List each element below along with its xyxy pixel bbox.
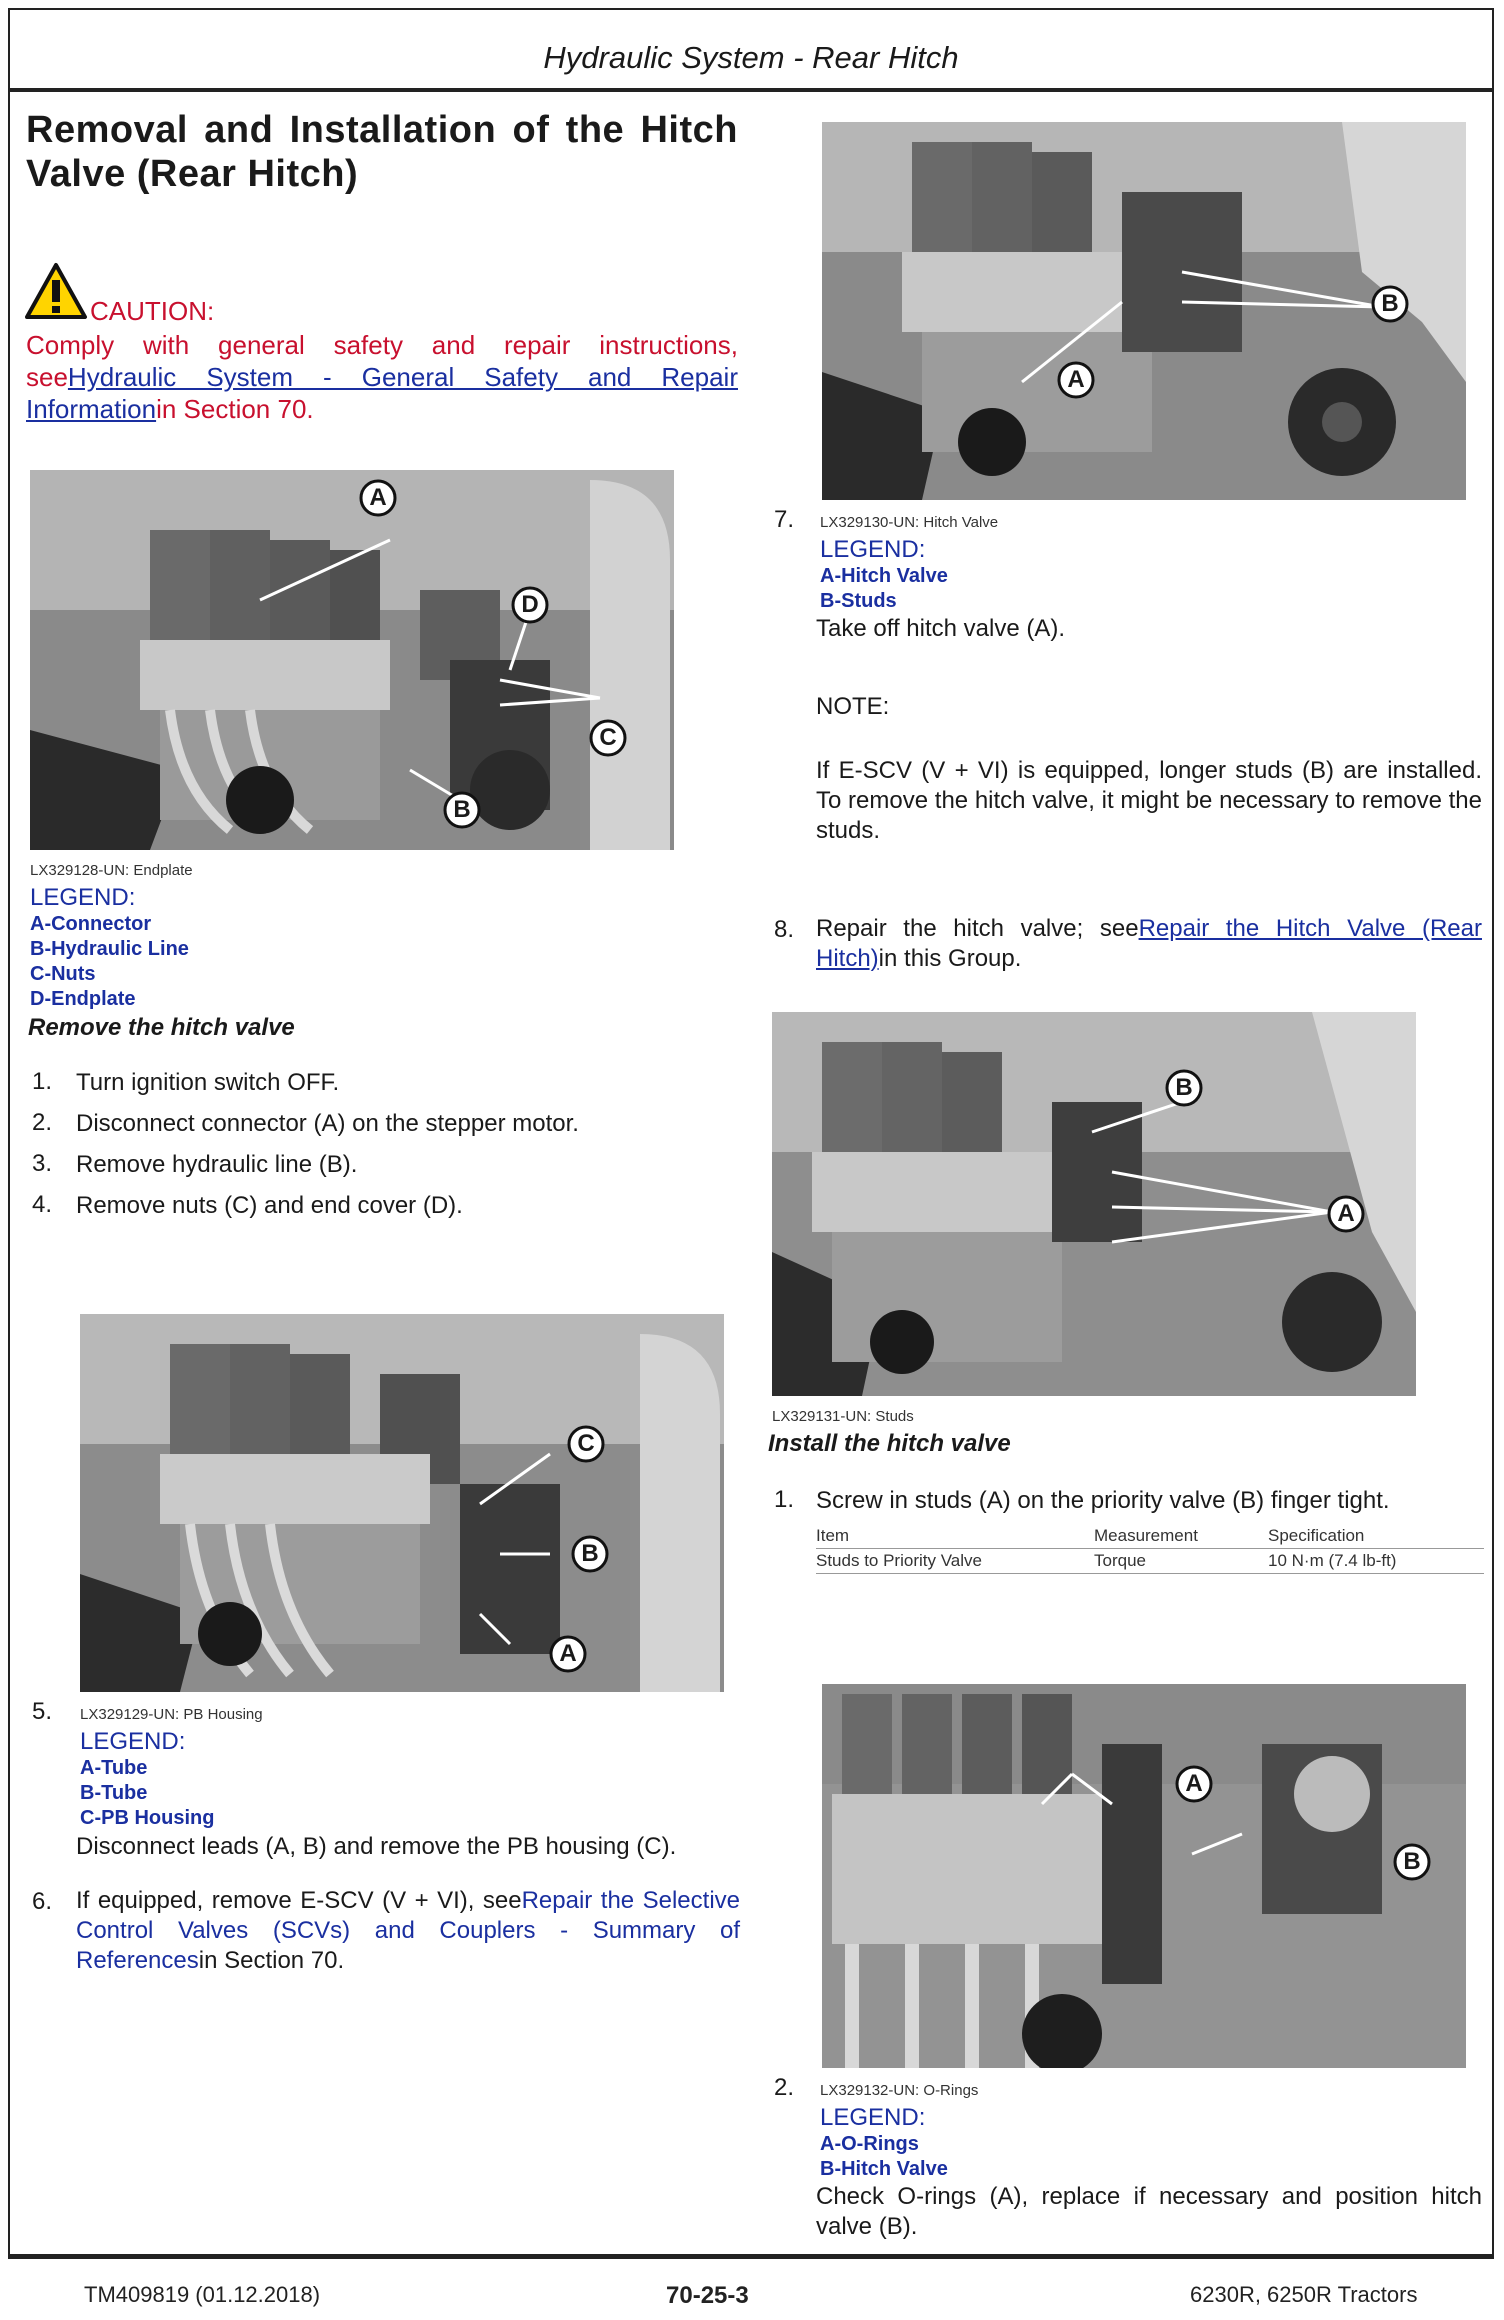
legend-item: B-Hydraulic Line: [30, 938, 189, 960]
caution-text-a: Comply with general safety and repair instructions, see: [26, 330, 738, 392]
warning-triangle-icon: [24, 262, 88, 320]
spec-table: [816, 1524, 1484, 1574]
legend-item: B-Hitch Valve: [820, 2158, 948, 2180]
footer-rule: [8, 2256, 1494, 2259]
legend-item: A-O-Rings: [820, 2133, 919, 2155]
caution-link[interactable]: Hydraulic System - General Safety and Repair Information: [26, 362, 738, 424]
remove-steps: [32, 1068, 722, 1232]
figure-id: LX329131-UN: Studs: [772, 1408, 914, 1425]
legend-item: A-Tube: [80, 1757, 148, 1779]
callout-d: D: [510, 585, 550, 630]
list-item: 2. Disconnect connector (A) on the stepper motor.: [32, 1109, 579, 1137]
figure-id: LX329132-UN: O-Rings: [820, 2082, 979, 2099]
figure-id: LX329129-UN: PB Housing: [80, 1706, 263, 1723]
header-title: Hydraulic System - Rear Hitch: [543, 40, 959, 75]
figure-studs-photo: [772, 1012, 1416, 1396]
step-text: Screw in studs (A) on the priority valve (B) finger tight.: [816, 1487, 1390, 1514]
legend-heading: LEGEND:: [30, 884, 136, 911]
callout-b: B: [1370, 284, 1410, 329]
callout-c: C: [588, 718, 628, 763]
legend-item: D-Endplate: [30, 988, 136, 1010]
figure-o-rings-photo: [822, 1684, 1466, 2068]
figure-pb-housing-photo: [80, 1314, 724, 1692]
legend-heading: LEGEND:: [80, 1728, 186, 1755]
section-title: Removal and Installation of the Hitch Valve (Rear Hitch): [26, 109, 738, 195]
step-number: 2.: [774, 2074, 795, 2101]
figure-id: LX329128-UN: Endplate: [30, 862, 193, 879]
callout-c: C: [566, 1424, 606, 1469]
step-number: 8.: [774, 916, 795, 943]
repair-hitch-valve-link[interactable]: Repair the Hitch Valve (Rear Hitch): [816, 915, 1482, 972]
header-rule: [8, 88, 1494, 92]
step-text: Disconnect leads (A, B) and remove the PB housing (C).: [76, 1833, 677, 1860]
list-item: 1. Turn ignition switch OFF.: [32, 1068, 340, 1096]
callout-a: A: [548, 1634, 588, 1679]
callout-a: A: [1326, 1194, 1366, 1239]
step-number: 5.: [32, 1698, 53, 1725]
legend-list: [80, 1756, 214, 1831]
legend-list: [820, 564, 948, 614]
step-number: 1.: [774, 1486, 795, 1513]
callout-a: A: [1174, 1764, 1214, 1809]
figure-endplate-photo: [30, 470, 674, 850]
step-number: 6.: [32, 1888, 53, 1915]
callout-b: B: [570, 1534, 610, 1579]
footer-model: 6230R, 6250R Tractors: [1190, 2282, 1418, 2307]
legend-item: C-PB Housing: [80, 1807, 215, 1829]
caution-label: CAUTION:: [90, 296, 215, 326]
legend-list: [30, 912, 189, 1012]
list-item: 3. Remove hydraulic line (B).: [32, 1150, 358, 1178]
step-text: Repair the hitch valve; seeRepair the Hitch Valve (Rear Hitch)in this Group.: [816, 915, 1482, 972]
page-header: [8, 8, 1494, 90]
callout-a: A: [358, 478, 398, 523]
callout-b: B: [1164, 1068, 1204, 1113]
footer-doc-id: TM409819 (01.12.2018): [84, 2282, 321, 2307]
scv-repair-link[interactable]: Repair the Selective Control Valves (SCVs) and Couplers - Summary of References: [76, 1887, 741, 1974]
legend-heading: LEGEND:: [820, 2104, 926, 2131]
legend-item: B-Tube: [80, 1782, 148, 1804]
callout-b: B: [1392, 1842, 1432, 1887]
callout-a: A: [1056, 360, 1096, 405]
install-heading: Install the hitch valve: [768, 1430, 1011, 1457]
step-text: If equipped, remove E-SCV (V + VI), seeRepair the Selective Control Valves (SCVs) and Couplers - Summary of Referencesin Section 70.: [76, 1887, 741, 1974]
caution-text-b: in Section 70.: [156, 394, 314, 424]
table-row: Studs to Priority Valve Torque 10 N·m (7.4 lb-ft): [816, 1549, 1484, 1574]
step-number: 7.: [774, 506, 795, 533]
note-label: NOTE:: [816, 693, 890, 720]
step-text: Take off hitch valve (A).: [816, 615, 1065, 642]
legend-item: B-Studs: [820, 590, 897, 612]
caution-text: [26, 329, 738, 425]
legend-list: [820, 2132, 948, 2182]
list-item: 4. Remove nuts (C) and end cover (D).: [32, 1191, 463, 1219]
legend-heading: LEGEND:: [820, 536, 926, 563]
remove-heading: Remove the hitch valve: [28, 1014, 295, 1041]
legend-item: A-Hitch Valve: [820, 565, 948, 587]
page-number: 70-25-3: [666, 2282, 749, 2309]
legend-item: A-Connector: [30, 913, 152, 935]
note-text: If E-SCV (V + VI) is equipped, longer studs (B) are installed. To remove the hitch valve, it might be necessary to remove the studs.: [816, 757, 1482, 844]
step-text: Check O-rings (A), replace if necessary and position hitch valve (B).: [816, 2183, 1482, 2240]
callout-b: B: [442, 790, 482, 835]
legend-item: C-Nuts: [30, 963, 96, 985]
figure-id: LX329130-UN: Hitch Valve: [820, 514, 999, 531]
table-header-row: Item Measurement Specification: [816, 1524, 1484, 1549]
